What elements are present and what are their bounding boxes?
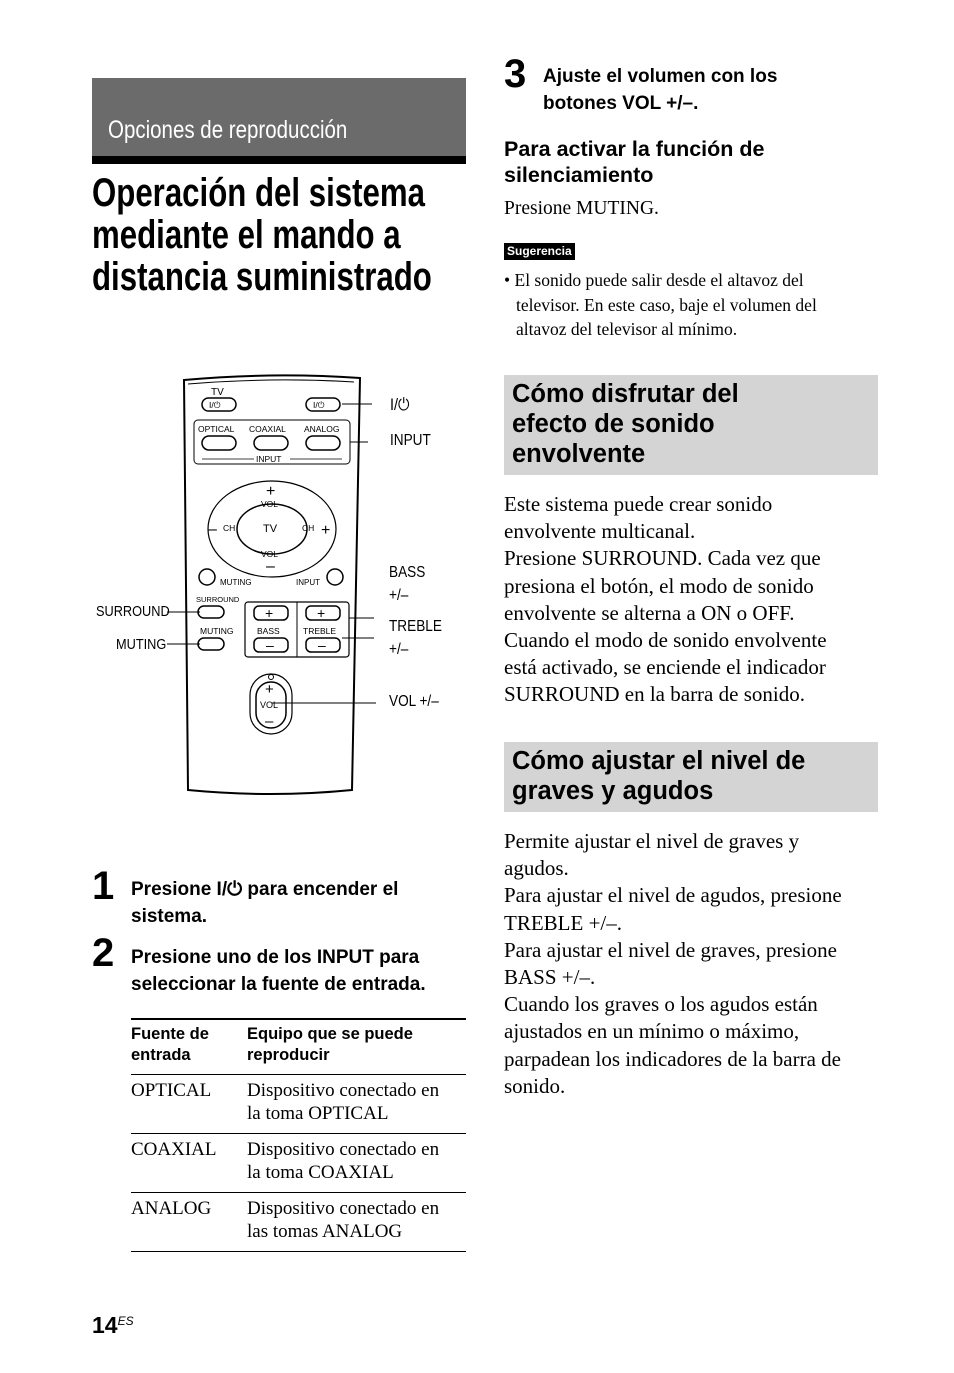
bass-heading-box	[504, 742, 878, 812]
step-3-number: 3	[504, 52, 527, 96]
page-number: $14^{ES}$	[92, 1312, 134, 1338]
vol-bottom-label: VOL	[261, 549, 279, 559]
callout-muting: MUTING	[116, 636, 167, 653]
table-header-source: Fuente de entrada	[131, 1019, 247, 1075]
table-cell-equipment: Dispositivo conectado en la toma COAXIAL	[247, 1134, 466, 1193]
callout-bass: BASS	[389, 564, 426, 581]
table-cell-source: COAXIAL	[131, 1134, 247, 1193]
callout-treble: TREBLE	[389, 618, 442, 635]
coaxial-button[interactable]	[254, 436, 288, 450]
treble-down-icon: –	[318, 637, 326, 653]
analog-label: ANALOG	[304, 424, 340, 434]
surround-heading-box	[504, 375, 878, 475]
optical-label: OPTICAL	[198, 424, 235, 434]
tv-muting-label: MUTING	[220, 578, 252, 587]
callout-bass-pm: +/–	[389, 587, 409, 604]
bass-down-icon: –	[266, 637, 274, 653]
table-row	[131, 1193, 466, 1252]
step-2-number: 2	[92, 931, 115, 975]
vol-top-label: VOL	[261, 499, 279, 509]
ch-down-icon: –	[208, 521, 217, 538]
tip-badge: Sugerencia	[504, 243, 575, 260]
table-row	[131, 1075, 466, 1134]
callout-vol: VOL +/–	[389, 693, 439, 710]
treble-label: TREBLE	[303, 626, 337, 636]
callout-power: I/⏻	[390, 395, 410, 414]
table-row	[131, 1134, 466, 1193]
ch-left-label: CH	[223, 523, 236, 533]
tv-input-label: INPUT	[296, 578, 320, 587]
tip-text: • El sonido puede salir desde el altavoz del televisor. En este caso, baje el volumen del altavoz del televisor al mínimo.	[504, 270, 817, 339]
vol-rocker-label: VOL	[260, 700, 279, 710]
bass-label: BASS	[257, 626, 280, 636]
callout-surround: SURROUND	[96, 603, 170, 620]
page-title: Operación del sistema mediante el mando a distancia suministrado	[92, 171, 432, 299]
surround-body: Este sistema puede crear sonido envolvente multicanal. Presione SURROUND. Cada vez que presiona el botón, el modo de sonido envolvente se alterna a ON o OFF. Cuando el modo de sonido envolvente está activado, se enciende el indicador SURROUND en la barra de sonido.	[504, 492, 827, 707]
surround-label: SURROUND	[196, 595, 240, 604]
muting-label: MUTING	[200, 626, 234, 636]
vol-up-icon: +	[266, 483, 276, 500]
section-header	[92, 78, 466, 164]
step-1-text: Presione I/⏻ para encender el sistema.	[131, 879, 399, 927]
remote-tv-label: TV	[211, 387, 224, 398]
table-cell-source: ANALOG	[131, 1193, 247, 1252]
step-1-number: 1	[92, 864, 115, 908]
tv-input-button[interactable]	[327, 569, 343, 585]
treble-up-icon: +	[317, 605, 326, 621]
tv-center-label: TV	[263, 523, 278, 535]
input-group-label: INPUT	[256, 454, 282, 464]
callout-input: INPUT	[390, 432, 431, 449]
muting-button[interactable]	[198, 638, 224, 650]
muting-text: Presione MUTING.	[504, 198, 659, 219]
table-header-row	[131, 1019, 466, 1075]
power-symbol: I/⏻	[313, 400, 325, 410]
input-source-table	[131, 1018, 466, 1252]
surround-button[interactable]	[198, 606, 224, 618]
table-cell-equipment: Dispositivo conectado en la toma OPTICAL	[247, 1075, 466, 1134]
vol-down-icon: –	[266, 558, 275, 575]
ch-right-label: CH	[302, 523, 315, 533]
coaxial-label: COAXIAL	[249, 424, 286, 434]
surround-heading: Cómo disfrutar del efecto de sonido envolvente	[512, 380, 739, 468]
table-cell-equipment: Dispositivo conectado en las tomas ANALOG	[247, 1193, 466, 1252]
step-2-text: Presione uno de los INPUT para seleccionar la fuente de entrada.	[131, 947, 426, 995]
callout-treble-pm: +/–	[389, 641, 409, 658]
tv-power-symbol: I/⏻	[209, 400, 221, 410]
table-header-equipment: Equipo que se puede reproducir	[247, 1019, 466, 1075]
vol-rocker-up-icon: +	[265, 681, 274, 698]
analog-button[interactable]	[306, 436, 340, 450]
optical-button[interactable]	[202, 436, 236, 450]
vol-rocker-down-icon: –	[265, 713, 274, 730]
tv-muting-button[interactable]	[199, 569, 215, 585]
section-header-text: Opciones de reproducción	[108, 116, 348, 144]
table-cell-source: OPTICAL	[131, 1075, 247, 1134]
muting-heading: Para activar la función de silenciamiento	[504, 137, 765, 187]
step-3-text: Ajuste el volumen con los botones VOL +/–.	[543, 66, 778, 114]
ch-up-icon: +	[321, 522, 331, 539]
bass-body: Permite ajustar el nivel de graves y agudos. Para ajustar el nivel de agudos, presione TREBLE +/–. Para ajustar el nivel de graves, presione BASS +/–. Cuando los graves o los agudos están ajustados en un mínimo o máximo, parpadean los indicadores de la barra de sonido.	[504, 829, 842, 1098]
bass-up-icon: +	[265, 605, 274, 621]
bass-heading: Cómo ajustar el nivel de graves y agudos	[512, 747, 806, 805]
